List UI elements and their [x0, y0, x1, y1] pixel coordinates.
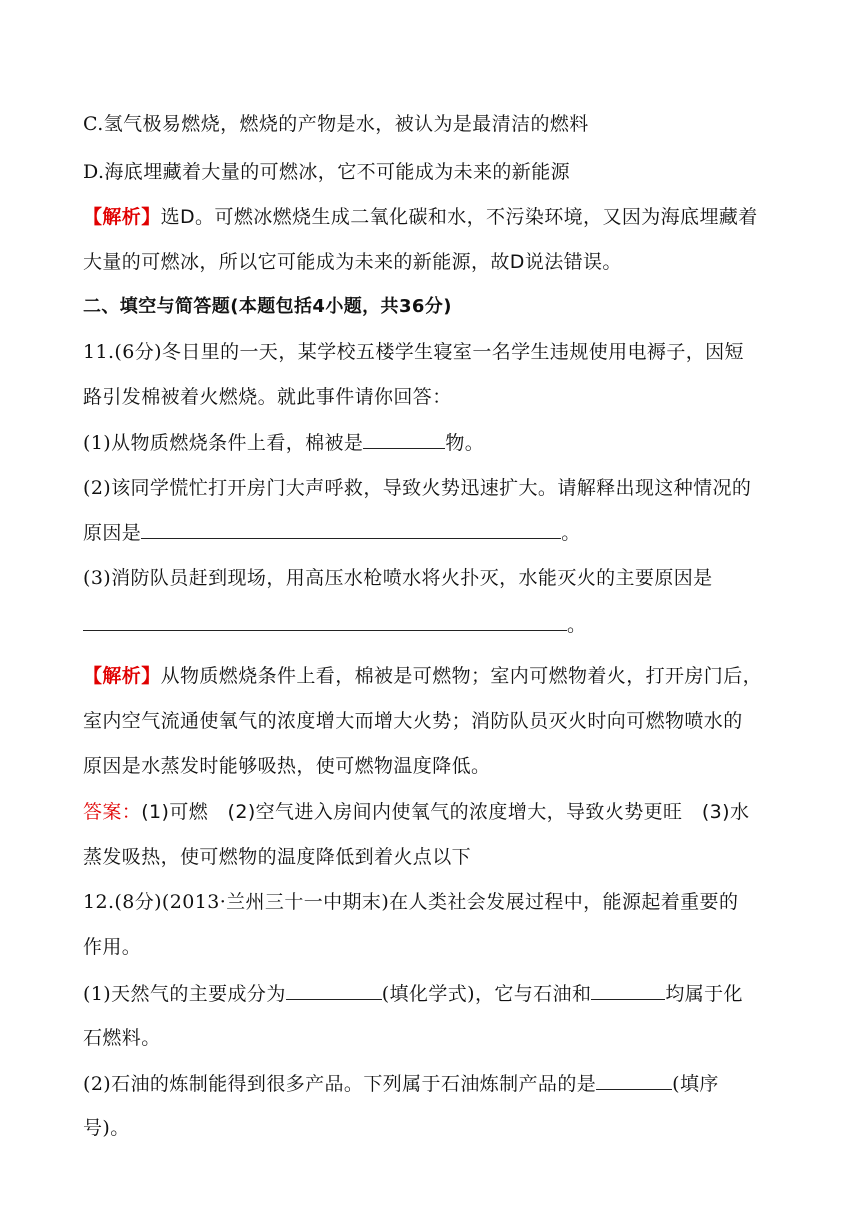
q11-part-3-line-2 — [83, 612, 586, 637]
answer-tag: 答案： — [83, 801, 142, 823]
q12-part-1-before: (1)天然气的主要成分为 — [83, 983, 286, 1005]
q11-part-1 — [83, 430, 484, 455]
analysis-1-line-1 — [83, 205, 758, 229]
q12-part-2-before: (2)石油的炼制能得到很多产品。下列属于石油炼制产品的是 — [83, 1073, 597, 1095]
q11-part-2-before: 原因是 — [83, 522, 142, 544]
q12-part-2-after: (填序 — [672, 1073, 719, 1095]
analysis-2-line-2: 室内空气流通使氧气的浓度增大而增大火势；消防队员灭火时向可燃物喷水的 — [83, 710, 743, 732]
q11-part-1-after: 物。 — [445, 432, 485, 454]
analysis-2-text-1: 从物质燃烧条件上看，棉被是可燃物；室内可燃物着火，打开房门后， — [160, 665, 763, 687]
q12-blank-3 — [596, 1071, 672, 1090]
answer-11-line-1 — [83, 800, 749, 824]
q11-part-2-after: 。 — [561, 522, 581, 544]
q12-part-1-line-1 — [83, 981, 743, 1006]
option-d: D.海底埋藏着大量的可燃冰，它不可能成为未来的新能源 — [83, 161, 570, 183]
q11-stem-line-1: 11.(6分)冬日里的一天，某学校五楼学生寝室一名学生违规使用电褥子，因短 — [83, 341, 744, 363]
q11-part-1-before: (1)从物质燃烧条件上看，棉被是 — [83, 432, 364, 454]
answer-11-line-2: 蒸发吸热，使可燃物的温度降低到着火点以下 — [83, 846, 472, 868]
q11-blank-1 — [363, 430, 445, 449]
q11-part-2-line-1: (2)该同学慌忙打开房门大声呼救，导致火势迅速扩大。请解释出现这种情况的 — [83, 477, 752, 499]
section-heading: 二、填空与简答题(本题包括4小题，共36分) — [83, 296, 452, 317]
q12-part-1-line-2: 石燃料。 — [83, 1027, 161, 1049]
q11-part-3-after: 。 — [567, 614, 587, 636]
analysis-tag: 【解析】 — [83, 206, 161, 228]
q12-part-2-line-2: 号)。 — [83, 1117, 130, 1139]
q12-stem-line-2: 作用。 — [83, 936, 142, 958]
q12-part-1-after: 均属于化 — [665, 983, 743, 1005]
q12-blank-1 — [286, 981, 382, 1000]
option-c: C.氢气极易燃烧，燃烧的产物是水，被认为是最清洁的燃料 — [83, 113, 589, 135]
analysis-1-text-1: 选D。可燃冰燃烧生成二氧化碳和水，不污染环境，又因为海底埋藏着 — [160, 206, 758, 228]
q11-blank-2 — [141, 520, 561, 539]
analysis-2-tag: 【解析】 — [83, 665, 161, 687]
q12-stem-line-1: 12.(8分)(2013·兰州三十一中期末)在人类社会发展过程中，能源起着重要的 — [83, 891, 739, 913]
analysis-2-line-3: 原因是水蒸发时能够吸热，使可燃物温度降低。 — [83, 755, 491, 777]
q12-blank-2 — [591, 981, 665, 1000]
q11-blank-3 — [83, 612, 567, 631]
analysis-2-line-1 — [83, 664, 762, 688]
q11-part-2-line-2 — [83, 520, 581, 545]
answer-11-text-1: (1)可燃 (2)空气进入房间内使氧气的浓度增大，导致火势更旺 (3)水 — [141, 801, 750, 823]
analysis-1-line-2: 大量的可燃冰，所以它可能成为未来的新能源，故D说法错误。 — [83, 251, 622, 273]
q12-part-2-line-1 — [83, 1071, 719, 1096]
q12-part-1-mid: (填化学式)，它与石油和 — [381, 983, 592, 1005]
q11-part-3-line-1: (3)消防队员赶到现场，用高压水枪喷水将火扑灭，水能灭火的主要原因是 — [83, 567, 713, 589]
q11-stem-line-2: 路引发棉被着火燃烧。就此事件请你回答： — [83, 386, 452, 408]
